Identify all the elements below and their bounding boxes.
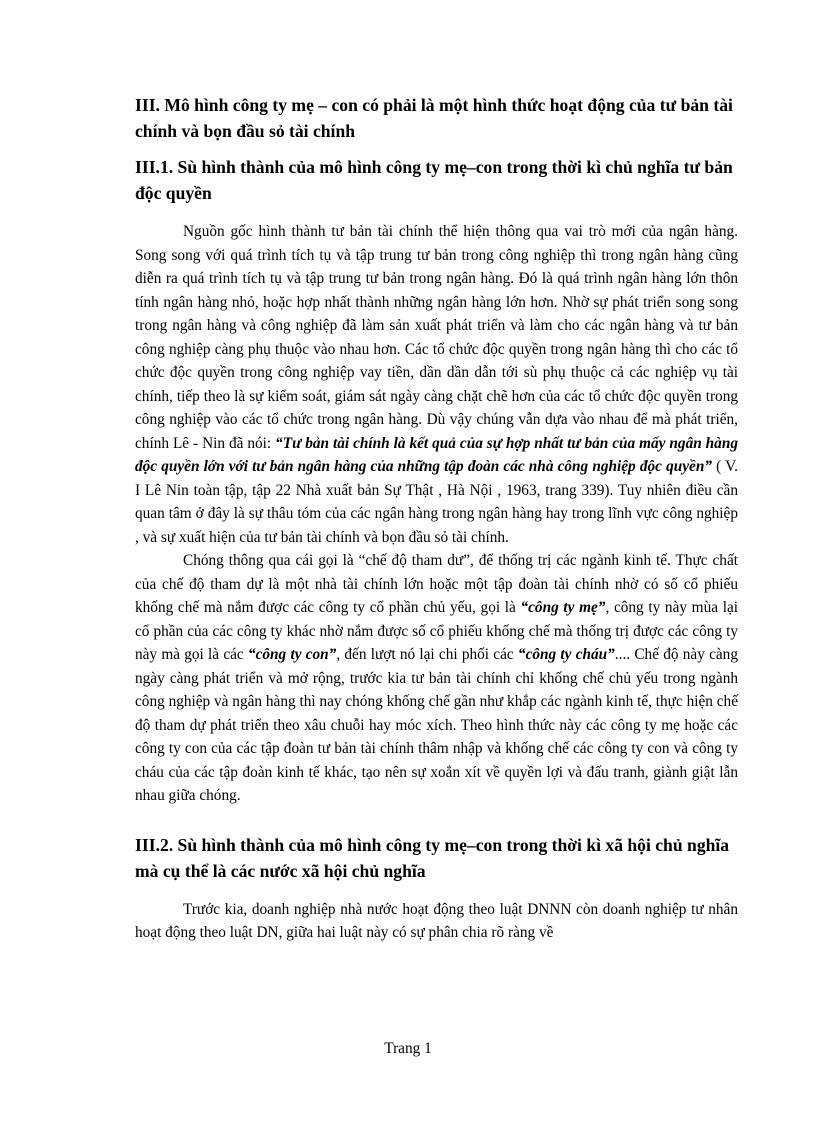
paragraph-text: , đến lượt nó lại chi phối các <box>336 646 518 663</box>
term-cong-ty-con: “công ty con” <box>247 646 337 663</box>
section-1-heading: III.1. Sù hình thành của mô hình công ty mẹ–con trong thời kì chủ nghĩa tư bản độc quyền <box>135 157 733 203</box>
section-1-paragraph-2 <box>135 549 738 808</box>
page-footer: Trang 1 <box>384 1040 432 1057</box>
main-heading: III. Mô hình công ty mẹ – con có phải là một hình thức hoạt động của tư bản tài chính và bọn đầu sỏ tài chính <box>135 95 733 141</box>
paragraph-text: .... Chế độ này càng ngày càng phát triển và mở rộng, trước kia tư bản tài chính chỉ khống chế chủ yếu trong ngành công nghiệp và ngân hàng thì nay chóng khống chế gần như khắp các ngành kinh tế, thực hiện chế độ tham dự phát triển theo xâu chuỗi hay móc xích. Theo hình thức này các công ty mẹ hoặc các công ty con của các tập đoàn tư bản tài chính thâm nhập và khống chế các công ty con và công ty cháu của các tập đoàn kinh tế khác, tạo nên sự xoắn xít về quyền lợi và đấu tranh, giành giật lẫn nhau giữa chóng. <box>135 646 738 804</box>
section-1-paragraph-1 <box>135 220 738 549</box>
term-cong-ty-chau: “công ty cháu” <box>517 646 615 663</box>
section-2-paragraph-1: Trước kia, doanh nghiệp nhà nước hoạt động theo luật DNNN còn doanh nghiệp tư nhân hoạt động theo luật DN, giữa hai luật này có sự phân chia rõ ràng về <box>135 900 738 941</box>
paragraph-text: Nguồn gốc hình thành tư bản tài chính thể hiện thông qua vai trò mới của ngân hàng. Song song với quá trình tích tụ và tập trung tư bản trong công nghiệp thì trong ngân hàng cũng diễn ra quá trình tích tụ và tập trung tư bản trong ngân hàng. Đó là quá trình ngân hàng lớn thôn tính ngân hàng nhỏ, hoặc hợp nhất thành những ngân hàng lớn hơn. Nhờ sự phát triển song song trong ngân hàng và công nghiệp đã làm sản xuất phát triển và làm cho các ngân hàng và tư bản công nghiệp càng phụ thuộc vào nhau hơn. Các tổ chức độc quyền trong ngân hàng thì cho các tổ chức độc quyền trong công nghiệp vay tiền, dần dần dẫn tới sù phụ thuộc cả các nghiệp vụ tài chính, tiếp theo là sự kiểm soát, giám sát ngày càng chặt chẽ hơn của các tổ chức độc quyền trong công nghiệp vào các tổ chức trong ngân hàng. Dù vậy chúng vẫn dựa vào nhau để mà phát triển, chính Lê - Nin đã nói: <box>135 223 738 452</box>
document-page <box>135 92 738 945</box>
paragraph-text: ( V. I Lê Nin toàn tập, tập 22 Nhà xuất bản Sự Thật , Hà Nội , 1963, trang 339). Tuy nhiên điều cần quan tâm ở đây là sự thâu tóm của các ngân hàng trong ngân hàng hay trong lĩnh vực công nghiệp , và sự xuất hiện của tư bản tài chính và bọn đầu sỏ tài chính. <box>135 458 738 546</box>
term-cong-ty-me: “công ty mẹ” <box>520 599 606 616</box>
section-2-heading: III.2. Sù hình thành của mô hình công ty mẹ–con trong thời kì xã hội chủ nghĩa mà cụ thể là các nước xã hội chủ nghĩa <box>135 834 730 881</box>
lenin-quote: “Tư bản tài chính là kết quả của sự hợp nhất tư bản của mấy ngân hàng độc quyền lớn với tư bản ngân hàng của những tập đoàn các nhà công nghiệp độc quyền” <box>135 434 738 475</box>
paragraph-text: Chóng thông qua cái gọi là “chế độ tham dư”, để thống trị các ngành kinh tế. Thực chất của chế độ tham dự là một nhà tài chính lớn hoặc một tập đoàn tài chính nhờ có số cổ phiếu khống chế mà nắm được các công ty cổ phần chủ yếu, gọi là <box>135 552 738 616</box>
paragraph-text: , công ty này mùa lại cổ phần của các công ty khác nhờ nắm được số cổ phiếu khống chế mà thống trị được các công ty này mà gọi là các <box>135 599 738 663</box>
